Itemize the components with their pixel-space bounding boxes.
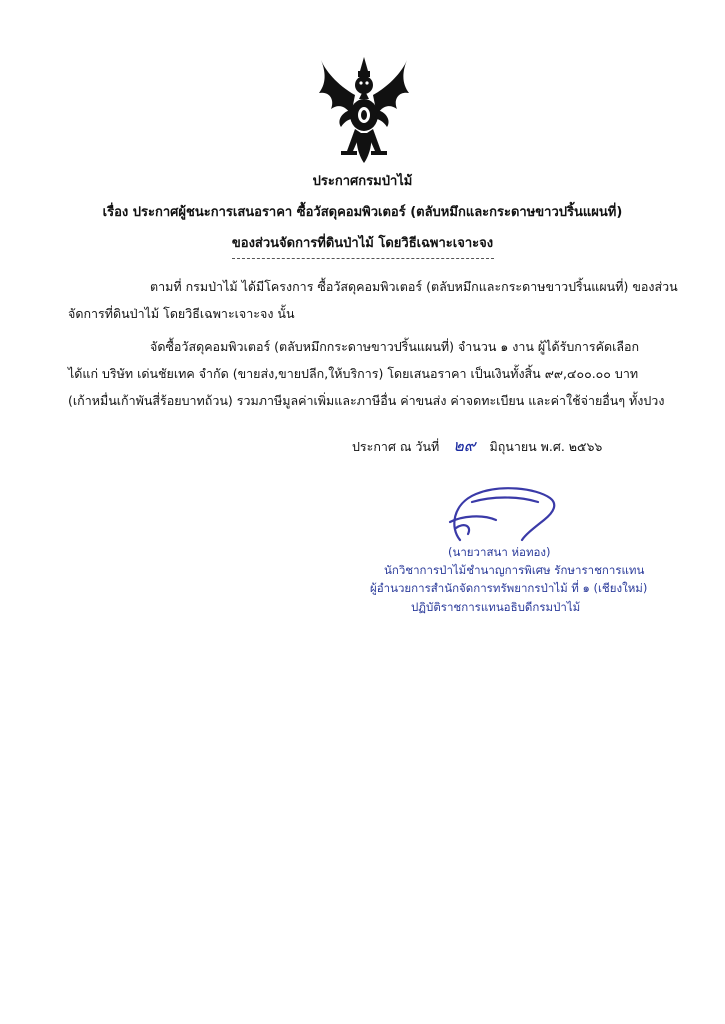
signatory-position2: ผู้อำนวยการสำนักจัดการทรัพยากรป่าไม้ ที่ ๑ (เชียงใหม่) [370, 581, 648, 595]
signatory-name: (นายวาสนา ห่อทอง) [448, 545, 551, 559]
handwritten-signature [442, 482, 562, 544]
document-title: ประกาศกรมป่าไม้ [312, 174, 413, 189]
announcement-date [352, 434, 602, 459]
announcement-month-year: มิถุนายน พ.ศ. ๒๕๖๖ [489, 439, 603, 454]
paragraph1-line1: ตามที่ กรมป่าไม้ ได้มีโครงการ ซื้อวัสดุคอมพิวเตอร์ (ตลับหมึกและกระดาษขาวปริ้นแผนที่) ของส่วน [150, 279, 678, 294]
signatory-position3: ปฏิบัติราชการแทนอธิบดีกรมป่าไม้ [411, 600, 581, 614]
title-divider [232, 258, 494, 259]
paragraph1-line2: จัดการที่ดินป่าไม้ โดยวิธีเฉพาะเจาะจง นั้น [68, 306, 295, 321]
announcement-day: ๒๙ [453, 436, 476, 455]
document-subject: เรื่อง ประกาศผู้ชนะการเสนอราคา ซื้อวัสดุคอมพิวเตอร์ (ตลับหมึกและกระดาษขาวปริ้นแผนที่) [102, 205, 623, 220]
paragraph2-line2: ได้แก่ บริษัท เด่นชัยเทค จำกัด (ขายส่ง,ขายปลีก,ให้บริการ) โดยเสนอราคา เป็นเงินทั้งสิ้น ๙๙,๔๐๐.๐๐ บาท [68, 366, 639, 381]
garuda-emblem-icon [317, 55, 412, 165]
paragraph2-line3: (เก้าหมื่นเก้าพันสี่ร้อยบาทถ้วน) รวมภาษีมูลค่าเพิ่มและภาษีอื่น ค่าขนส่ง ค่าจดทะเบียน และค่าใช้จ่ายอื่นๆ ทั้งปวง [68, 393, 665, 408]
signatory-position1: นักวิชาการป่าไม้ชำนาญการพิเศษ รักษาราชการแทน [384, 563, 645, 577]
document-subject-line2: ของส่วนจัดการที่ดินป่าไม้ โดยวิธีเฉพาะเจาะจง [231, 236, 494, 251]
announcement-prefix: ประกาศ ณ วันที่ [352, 439, 440, 454]
paragraph2-line1: จัดซื้อวัสดุคอมพิวเตอร์ (ตลับหมึกกระดาษขาวปริ้นแผนที่) จำนวน ๑ งาน ผู้ได้รับการคัดเลือก [150, 339, 640, 354]
